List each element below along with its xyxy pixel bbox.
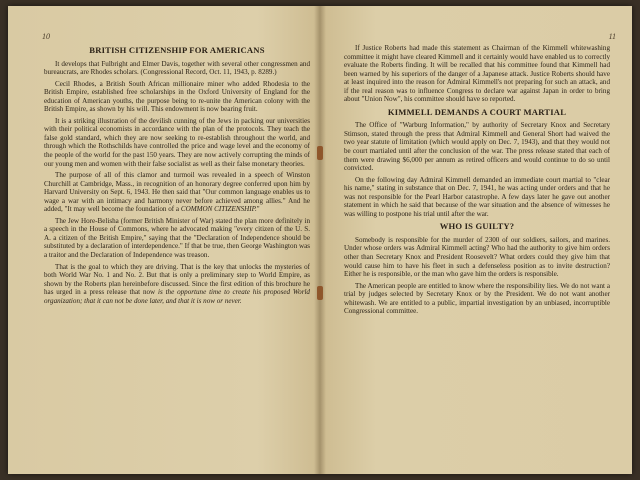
book-spread [8, 6, 632, 474]
closing-quote: " [256, 205, 260, 214]
right-page [320, 6, 632, 474]
emphasis-text: is the opportune time to create his proposed World organization; that it can not be done later, and that it is now or never. [44, 288, 310, 305]
paragraph: The Jew Hore-Belisha (former British Minister of War) stated the plan more definitely in a speech in the House of Commons, where he advocated making "every citizen of the U. S. A. a citizen of the British Empire," saying that the "Declaration of Independence should be substituted by a declaration of interdependence." If that be true, then George Washington was a traitor and the Declaration of Independence was treason. [44, 216, 310, 260]
paragraph-lead: now [142, 288, 156, 297]
section-heading-who-is-guilty: WHO IS GUILTY? [439, 221, 515, 232]
staple-bottom [317, 286, 323, 300]
left-page-text [44, 44, 310, 308]
paragraph: Cecil Rhodes, a British South African millionaire miner who added Rhodesia to the British Empire, established free scholarships in the Oxford University of England for the education of American youths, the purpose being to re-unite the American colony with the British Empire, as shown by his will. This endowment is now bearing fruit. [44, 79, 310, 114]
paragraph: On the following day Admiral Kimmell demanded an immediate court martial to "clear his name," stating in substance that on Dec. 7, 1941, he was acting under orders and that he was not responsible for the Pearl Harbor catastrophe. A few days later he gave out another statement in which he said that because of the war situation and the absence of witnesses he was willing to postpone his trial until after the war. [344, 175, 610, 218]
paragraph: The Office of "Warburg Information," by authority of Secretary Knox and Secretary Stimson, stated through the press that Admiral Kimmell and General Short had waived the two year statute of limitation (which would apply on Dec. 7, 1943), and that they would not be court martialed until after the conclusion of the war. The press release stated that each of them were drawing $6,000 per annum as retired officers and would continue to do so until convicted. [344, 121, 610, 173]
paragraph: It is a striking illustration of the devilish cunning of the Jews in packing our universities with their political economists in accordance with the plan of the protocols. They teach the false gold standard, which they are now seeking to re-establish throughout the world, and through which the Rothschilds have controlled the price and wage level and the economy of the people of the world for the past 150 years. They are now actively corrupting the minds of our young men and women with their false socialist as well as their false monetary theories. [44, 116, 310, 168]
staple-top [317, 146, 323, 160]
paragraph [44, 263, 310, 306]
paragraph [44, 171, 310, 214]
paragraph: The American people are entitled to know where the responsibility lies. We do not want a trial by judges selected by Secretary Knox or by the President. We do not want another whitewash. We are entitled to a public, impartial investigation by an unbiased, incorruptible Congressional committee. [344, 281, 610, 316]
paragraph-text: That is the goal to which they are driving. That is the key that unlocks the mysteries of both World War No. 1 and No. 2. But that is only a preliminary step to World Empire, as shown by the Roberts plan hereinbefore discussed. Since the first edition of this brochure he has urged in a press release that [44, 262, 310, 297]
section-heading-kimmell: KIMMELL DEMANDS A COURT MARTIAL [387, 106, 567, 117]
emphasis-text: COMMON CITIZENSHIP. [180, 205, 257, 214]
section-heading-british-citizenship: BRITISH CITIZENSHIP FOR AMERICANS [89, 45, 265, 55]
paragraph: Somebody is responsible for the murder of 2300 of our soldiers, sailors, and marines. Under whose orders was Admiral Kimmell acting? Who had the authority to give him orders other than Secretary Knox and President Roosevelt? What orders could they give him that would cause him to have his fleet in such a defenseless position as to invite destruction? Either he is responsible, or the man who gave him the orders is responsible. [344, 235, 610, 279]
left-page [8, 6, 320, 474]
paragraph-text: The purpose of all of this clamor and turmoil was revealed in a speech of Winston Churchill at Cambridge, Mass., in recognition of an honorary degree conferred upon him by Harvard University on Sept. 6, 1943. He then said that "Our common language enables us to wage a war with an intimacy and harmony never before achieved among allies." And he added, "It may well become the foundation of a [44, 171, 310, 214]
right-page-text [344, 44, 610, 319]
page-number-left: 10 [42, 32, 50, 41]
paragraph: It develops that Fulbright and Elmer Davis, together with several other congressmen and bureaucrats, are Rhodes scholars. (Congressional Record, Oct. 11, 1943, p. 8289.) [44, 59, 310, 77]
paragraph: If Justice Roberts had made this statement as Chairman of the Kimmell whitewashing committee it might have cleared Kimmell and it certainly would have enabled us to correctly evaluate the Roberts finding. It will be recalled that his committee found that Kimmell had been warned by his superiors of the danger of a Japanese attack. Justice Roberts should have at least inquired into the reason for Admiral Kimmell's not preparing for such an attack, and if the real reason was to influence Congress to declare war against Japan in order to bring about "Union Now", his committee should have so reported. [344, 44, 610, 104]
book-gutter [314, 6, 326, 474]
page-number-right: 11 [608, 32, 616, 41]
